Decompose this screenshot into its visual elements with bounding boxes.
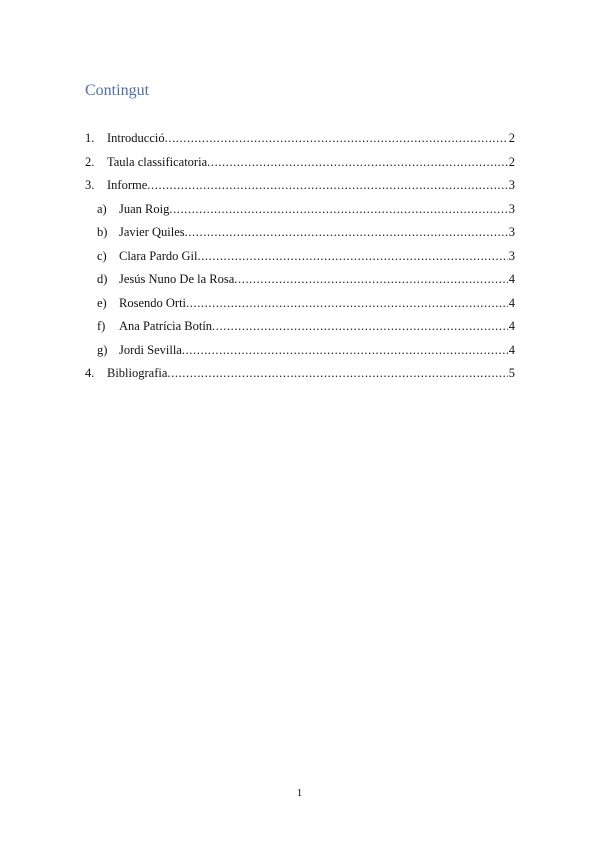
toc-entry-page: 2 xyxy=(508,131,515,145)
toc-entry-bibliografia[interactable] xyxy=(85,366,515,390)
toc-entry-label: Introducció xyxy=(107,131,165,145)
toc-entry-label: Bibliografia xyxy=(107,366,168,380)
toc-list xyxy=(85,131,515,390)
toc-entry-jordi-sevilla[interactable] xyxy=(85,343,515,367)
page-number: 1 xyxy=(296,787,303,799)
toc-entry-label: Jesús Nuno De la Rosa xyxy=(119,272,235,286)
toc-entry-rosendo-orti[interactable] xyxy=(85,296,515,320)
toc-entry-number: f) xyxy=(97,319,106,333)
dot-leader xyxy=(185,225,508,240)
dot-leader xyxy=(147,178,507,193)
dot-leader xyxy=(212,319,508,334)
toc-entry-label: Jordi Sevilla xyxy=(119,342,182,357)
toc-entry-number: a) xyxy=(97,201,107,216)
toc-entry-page: 3 xyxy=(508,248,515,263)
dot-leader xyxy=(169,202,507,217)
toc-entry-page: 4 xyxy=(508,295,515,310)
toc-entry-label: Taula classificatoria xyxy=(107,154,208,169)
toc-entry-page: 3 xyxy=(508,201,515,216)
dot-leader xyxy=(207,155,508,170)
toc-entry-ana-patricia-botin[interactable] xyxy=(85,319,515,343)
toc-entry-jesus-nuno-de-la-rosa[interactable] xyxy=(85,272,515,296)
toc-entry-page: 4 xyxy=(508,342,515,357)
toc-entry-page: 4 xyxy=(508,319,515,333)
dot-leader xyxy=(165,131,508,146)
toc-entry-javier-quiles[interactable] xyxy=(85,225,515,249)
toc-entry-number: 3. xyxy=(85,178,95,192)
toc-entry-number: b) xyxy=(97,225,108,239)
toc-entry-number: d) xyxy=(97,272,108,286)
toc-entry-informe[interactable] xyxy=(85,178,515,202)
toc-entry-number: g) xyxy=(97,342,108,357)
dot-leader xyxy=(197,249,507,264)
toc-title: Contingut xyxy=(85,82,150,99)
toc-entry-taula-classificatoria[interactable] xyxy=(85,155,515,179)
toc-entry-number: c) xyxy=(97,248,107,263)
toc-entry-label: Rosendo Orti xyxy=(119,295,187,310)
toc-entry-label: Informe xyxy=(107,178,148,192)
dot-leader xyxy=(182,343,508,358)
dot-leader xyxy=(186,296,508,311)
toc-entry-number: 4. xyxy=(85,366,95,380)
toc-entry-label: Ana Patrícia Botín xyxy=(119,319,213,333)
toc-entry-page: 2 xyxy=(508,154,515,169)
toc-entry-page: 5 xyxy=(508,366,515,380)
toc-entry-juan-roig[interactable] xyxy=(85,202,515,226)
toc-entry-label: Juan Roig xyxy=(119,201,170,216)
dot-leader xyxy=(167,366,507,381)
toc-entry-page: 4 xyxy=(508,272,515,286)
toc-entry-number: 2. xyxy=(85,154,95,169)
toc-entry-clara-pardo-gil[interactable] xyxy=(85,249,515,273)
dot-leader xyxy=(234,272,507,287)
toc-entry-introduccio[interactable] xyxy=(85,131,515,155)
toc-entry-number: 1. xyxy=(85,131,95,145)
toc-entry-page: 3 xyxy=(508,178,515,192)
toc-entry-label: Clara Pardo Gil xyxy=(119,248,198,263)
toc-entry-page: 3 xyxy=(508,225,515,239)
toc-entry-label: Javier Quiles xyxy=(119,225,185,239)
toc-entry-number: e) xyxy=(97,295,107,310)
